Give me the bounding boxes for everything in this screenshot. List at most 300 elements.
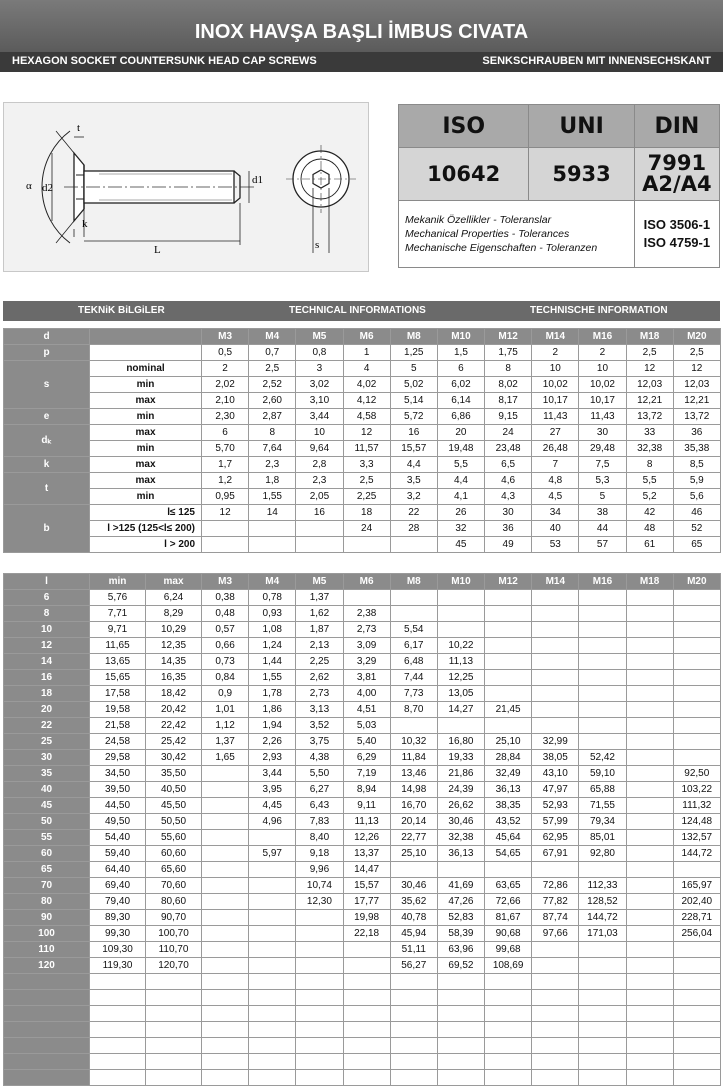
weight-cell: 56,27 xyxy=(390,958,437,974)
weight-cell: 8,29 xyxy=(146,606,202,622)
table-row xyxy=(4,958,721,974)
weight-cell: 52,42 xyxy=(579,750,626,766)
weight-cell: 41,69 xyxy=(437,878,484,894)
uni-header: UNI xyxy=(529,105,634,148)
spec-cell: 28 xyxy=(390,521,437,537)
weight-cell xyxy=(249,990,296,1006)
tech-info-de: TECHNISCHE INFORMATION xyxy=(530,305,668,316)
weight-cell: 70,60 xyxy=(146,878,202,894)
spec-row xyxy=(4,409,721,425)
length-label: 45 xyxy=(4,798,90,814)
weight-cell: 47,26 xyxy=(437,894,484,910)
weight-cell: 14,98 xyxy=(390,782,437,798)
weight-cell xyxy=(626,1006,673,1022)
weight-cell xyxy=(626,782,673,798)
weight-header: l xyxy=(4,574,90,590)
spec-cell: 48 xyxy=(626,521,673,537)
spec-cell: 5,5 xyxy=(437,457,484,473)
spec-cell xyxy=(202,537,249,553)
spec-cell: 46 xyxy=(673,505,720,521)
table-row xyxy=(4,894,721,910)
weight-cell xyxy=(390,1022,437,1038)
spec-cell xyxy=(390,537,437,553)
weight-cell xyxy=(249,1022,296,1038)
size-header: M5 xyxy=(296,329,343,345)
spec-row xyxy=(4,489,721,505)
weight-cell: 45,50 xyxy=(146,798,202,814)
subtitle-german: SENKSCHRAUBEN MIT INNENSECHSKANT xyxy=(482,55,711,67)
weight-cell: 7,73 xyxy=(390,686,437,702)
table-row xyxy=(4,798,721,814)
spec-cell: 10 xyxy=(296,425,343,441)
weight-cell xyxy=(532,1038,579,1054)
weight-cell xyxy=(673,734,720,750)
spec-cell: 32 xyxy=(437,521,484,537)
spec-cell: 40 xyxy=(532,521,579,537)
weight-cell: 22,77 xyxy=(390,830,437,846)
weight-cell: 21,58 xyxy=(90,718,146,734)
weight-cell xyxy=(532,1054,579,1070)
weight-cell: 2,93 xyxy=(249,750,296,766)
table-row xyxy=(4,862,721,878)
spec-cell xyxy=(296,521,343,537)
spec-cell: 4,5 xyxy=(532,489,579,505)
weight-cell xyxy=(532,702,579,718)
spec-cell: 4,4 xyxy=(437,473,484,489)
weight-cell: 0,57 xyxy=(202,622,249,638)
param-sub-label: max xyxy=(90,425,202,441)
weight-cell: 6,17 xyxy=(390,638,437,654)
weight-cell xyxy=(202,830,249,846)
weight-cell: 1,62 xyxy=(296,606,343,622)
weight-cell: 1,86 xyxy=(249,702,296,718)
spec-cell: 9,15 xyxy=(485,409,532,425)
weight-cell xyxy=(485,606,532,622)
spec-cell: 23,48 xyxy=(485,441,532,457)
weight-cell xyxy=(673,974,720,990)
weight-cell xyxy=(146,1022,202,1038)
weight-cell: 202,40 xyxy=(673,894,720,910)
weight-cell xyxy=(626,686,673,702)
spec-cell: 8 xyxy=(249,425,296,441)
spec-cell: 2,3 xyxy=(296,473,343,489)
spec-header-row xyxy=(4,329,721,345)
length-label xyxy=(4,990,90,1006)
table-row xyxy=(4,702,721,718)
weight-cell: 32,38 xyxy=(437,830,484,846)
weight-cell: 58,39 xyxy=(437,926,484,942)
weight-cell xyxy=(296,1006,343,1022)
weight-cell xyxy=(343,1070,390,1086)
weight-cell: 3,44 xyxy=(249,766,296,782)
spec-cell: 20 xyxy=(437,425,484,441)
weight-cell: 39,50 xyxy=(90,782,146,798)
weight-cell: 63,96 xyxy=(437,942,484,958)
weight-cell xyxy=(249,1054,296,1070)
weight-cell xyxy=(202,1070,249,1086)
weight-cell: 97,66 xyxy=(532,926,579,942)
weight-cell: 0,73 xyxy=(202,654,249,670)
weight-cell xyxy=(626,974,673,990)
weight-cell: 4,00 xyxy=(343,686,390,702)
spec-cell: 7,64 xyxy=(249,441,296,457)
weight-cell xyxy=(296,1022,343,1038)
weight-cell: 13,37 xyxy=(343,846,390,862)
length-label: 30 xyxy=(4,750,90,766)
param-sub-label xyxy=(90,329,202,345)
weight-cell: 92,80 xyxy=(579,846,626,862)
spec-cell: 49 xyxy=(485,537,532,553)
weight-cell xyxy=(485,974,532,990)
weight-cell xyxy=(626,638,673,654)
weight-cell: 1,94 xyxy=(249,718,296,734)
size-header: M20 xyxy=(673,329,720,345)
spec-row xyxy=(4,473,721,489)
weight-cell xyxy=(532,1006,579,1022)
weight-cell: 80,60 xyxy=(146,894,202,910)
weight-cell xyxy=(390,1070,437,1086)
weight-cell xyxy=(202,846,249,862)
weight-cell xyxy=(485,590,532,606)
size-header: M12 xyxy=(485,329,532,345)
weight-cell xyxy=(579,702,626,718)
iso-3506: ISO 3506-1 xyxy=(643,217,711,232)
spec-cell: 2,5 xyxy=(249,361,296,377)
weight-cell: 77,82 xyxy=(532,894,579,910)
weight-cell xyxy=(626,942,673,958)
weight-cell: 5,40 xyxy=(343,734,390,750)
weight-cell xyxy=(532,1022,579,1038)
spec-cell: 16 xyxy=(390,425,437,441)
weight-cell: 1,37 xyxy=(202,734,249,750)
weight-header: M8 xyxy=(390,574,437,590)
technical-info-bar xyxy=(3,301,720,321)
weight-cell xyxy=(485,622,532,638)
weight-cell: 1,24 xyxy=(249,638,296,654)
table-row xyxy=(4,686,721,702)
param-label: p xyxy=(4,345,90,361)
weight-cell: 2,62 xyxy=(296,670,343,686)
weight-cell: 25,42 xyxy=(146,734,202,750)
weight-cell xyxy=(296,926,343,942)
table-row xyxy=(4,1054,721,1070)
weight-cell xyxy=(390,1054,437,1070)
weight-cell: 2,26 xyxy=(249,734,296,750)
weight-cell: 55,60 xyxy=(146,830,202,846)
weight-cell: 2,38 xyxy=(343,606,390,622)
spec-cell: 0,7 xyxy=(249,345,296,361)
weight-header: M20 xyxy=(673,574,720,590)
spec-cell: 12 xyxy=(343,425,390,441)
spec-table xyxy=(3,328,721,553)
weight-cell xyxy=(673,718,720,734)
length-label: 50 xyxy=(4,814,90,830)
weight-cell xyxy=(202,958,249,974)
weight-cell xyxy=(202,782,249,798)
spec-cell: 1,25 xyxy=(390,345,437,361)
weight-cell: 5,50 xyxy=(296,766,343,782)
spec-cell: 2,87 xyxy=(249,409,296,425)
weight-cell: 3,52 xyxy=(296,718,343,734)
weight-cell xyxy=(626,1054,673,1070)
spec-cell: 1,8 xyxy=(249,473,296,489)
weight-cell: 3,81 xyxy=(343,670,390,686)
weight-cell xyxy=(626,622,673,638)
weight-cell: 13,05 xyxy=(437,686,484,702)
weight-cell xyxy=(673,622,720,638)
weight-cell: 22,42 xyxy=(146,718,202,734)
weight-cell: 35,62 xyxy=(390,894,437,910)
weight-cell xyxy=(390,1006,437,1022)
weight-cell xyxy=(579,942,626,958)
size-header: M18 xyxy=(626,329,673,345)
weight-cell: 50,50 xyxy=(146,814,202,830)
weight-cell xyxy=(249,830,296,846)
weight-cell: 6,24 xyxy=(146,590,202,606)
weight-cell xyxy=(485,990,532,1006)
d2-label: d2 xyxy=(42,182,53,194)
weight-cell: 7,44 xyxy=(390,670,437,686)
length-label: 65 xyxy=(4,862,90,878)
spec-cell: 52 xyxy=(673,521,720,537)
weight-cell: 4,38 xyxy=(296,750,343,766)
weight-cell: 2,73 xyxy=(343,622,390,638)
weight-cell: 8,40 xyxy=(296,830,343,846)
weight-cell xyxy=(626,894,673,910)
weight-cell: 25,10 xyxy=(390,846,437,862)
weight-cell xyxy=(390,862,437,878)
weight-cell xyxy=(437,862,484,878)
weight-cell xyxy=(532,974,579,990)
weight-cell: 12,26 xyxy=(343,830,390,846)
table-row xyxy=(4,782,721,798)
weight-cell xyxy=(579,1054,626,1070)
weight-cell xyxy=(437,622,484,638)
weight-cell xyxy=(90,990,146,1006)
spec-cell: 27 xyxy=(532,425,579,441)
length-label: 60 xyxy=(4,846,90,862)
weight-cell xyxy=(532,590,579,606)
weight-cell: 112,33 xyxy=(579,878,626,894)
size-header: M16 xyxy=(579,329,626,345)
weight-cell xyxy=(202,878,249,894)
iso-header: ISO xyxy=(399,105,529,148)
spec-cell: 6,02 xyxy=(437,377,484,393)
weight-cell: 19,58 xyxy=(90,702,146,718)
spec-cell: 2 xyxy=(202,361,249,377)
weight-cell xyxy=(626,958,673,974)
spec-cell: 3,02 xyxy=(296,377,343,393)
spec-cell: 4 xyxy=(343,361,390,377)
weight-header: M18 xyxy=(626,574,673,590)
weight-cell: 3,09 xyxy=(343,638,390,654)
weight-cell xyxy=(146,1038,202,1054)
standards-table xyxy=(398,104,720,268)
spec-cell: 6,5 xyxy=(485,457,532,473)
spec-cell: 53 xyxy=(532,537,579,553)
weight-cell: 256,04 xyxy=(673,926,720,942)
weight-cell: 4,45 xyxy=(249,798,296,814)
weight-cell xyxy=(579,1022,626,1038)
weight-cell xyxy=(296,910,343,926)
spec-cell: 5,3 xyxy=(579,473,626,489)
weight-cell xyxy=(673,702,720,718)
weight-cell: 5,54 xyxy=(390,622,437,638)
spec-cell: 9,64 xyxy=(296,441,343,457)
weight-cell: 8,94 xyxy=(343,782,390,798)
weight-cell: 1,44 xyxy=(249,654,296,670)
spec-cell: 5,9 xyxy=(673,473,720,489)
weight-cell xyxy=(202,1006,249,1022)
weight-cell: 10,32 xyxy=(390,734,437,750)
table-row xyxy=(4,942,721,958)
weight-cell: 10,22 xyxy=(437,638,484,654)
weight-cell: 103,22 xyxy=(673,782,720,798)
spec-cell: 11,43 xyxy=(579,409,626,425)
weight-cell: 99,68 xyxy=(485,942,532,958)
weight-cell xyxy=(579,1070,626,1086)
weight-cell xyxy=(202,942,249,958)
weight-cell xyxy=(626,718,673,734)
weight-cell: 12,35 xyxy=(146,638,202,654)
weight-cell xyxy=(626,862,673,878)
weight-cell: 6,29 xyxy=(343,750,390,766)
weight-cell: 45,64 xyxy=(485,830,532,846)
weight-cell: 29,58 xyxy=(90,750,146,766)
spec-cell: 42 xyxy=(626,505,673,521)
weight-cell xyxy=(296,1070,343,1086)
spec-row xyxy=(4,521,721,537)
length-label: 18 xyxy=(4,686,90,702)
weight-cell xyxy=(437,974,484,990)
spec-cell: 2,5 xyxy=(626,345,673,361)
weight-cell xyxy=(673,686,720,702)
spec-cell: 10 xyxy=(579,361,626,377)
weight-cell: 47,97 xyxy=(532,782,579,798)
spec-row xyxy=(4,505,721,521)
weight-cell xyxy=(485,1054,532,1070)
weight-cell: 0,93 xyxy=(249,606,296,622)
weight-cell: 1,65 xyxy=(202,750,249,766)
table-row xyxy=(4,1070,721,1086)
weight-cell: 36,13 xyxy=(485,782,532,798)
weight-cell xyxy=(579,638,626,654)
weight-cell: 90,68 xyxy=(485,926,532,942)
weight-cell xyxy=(626,1070,673,1086)
weight-cell xyxy=(626,846,673,862)
weight-cell xyxy=(485,718,532,734)
spec-cell: 4,58 xyxy=(343,409,390,425)
weight-header-row xyxy=(4,574,721,590)
spec-cell: 4,8 xyxy=(532,473,579,489)
spec-cell: 2,25 xyxy=(343,489,390,505)
length-label xyxy=(4,974,90,990)
length-label: 120 xyxy=(4,958,90,974)
weight-cell xyxy=(390,990,437,1006)
weight-cell xyxy=(146,1006,202,1022)
weight-cell xyxy=(296,1038,343,1054)
weight-cell xyxy=(343,958,390,974)
tech-info-tr: TEKNiK BiLGiLER xyxy=(78,305,165,316)
length-label: 20 xyxy=(4,702,90,718)
weight-cell: 8,70 xyxy=(390,702,437,718)
spec-cell: 1,5 xyxy=(437,345,484,361)
weight-cell: 15,57 xyxy=(343,878,390,894)
weight-cell xyxy=(202,894,249,910)
weight-cell xyxy=(390,606,437,622)
weight-cell: 34,50 xyxy=(90,766,146,782)
spec-cell: 6 xyxy=(202,425,249,441)
spec-cell: 13,72 xyxy=(673,409,720,425)
weight-cell: 79,34 xyxy=(579,814,626,830)
spec-cell: 57 xyxy=(579,537,626,553)
spec-cell: 30 xyxy=(579,425,626,441)
weight-cell xyxy=(626,590,673,606)
weight-header: max xyxy=(146,574,202,590)
k-label: k xyxy=(82,218,88,230)
weight-cell: 11,13 xyxy=(343,814,390,830)
mechanical-properties xyxy=(399,201,635,268)
iso-4759: ISO 4759-1 xyxy=(643,235,711,250)
weight-cell: 6,27 xyxy=(296,782,343,798)
weight-cell xyxy=(673,590,720,606)
weight-cell: 65,88 xyxy=(579,782,626,798)
weight-cell xyxy=(437,718,484,734)
table-row xyxy=(4,638,721,654)
spec-cell: 6,86 xyxy=(437,409,484,425)
weight-cell: 72,86 xyxy=(532,878,579,894)
page-title: INOX HAVŞA BAŞLI İMBUS CIVATA xyxy=(194,21,529,43)
param-label: t xyxy=(4,473,90,505)
weight-cell: 67,91 xyxy=(532,846,579,862)
weight-cell: 92,50 xyxy=(673,766,720,782)
spec-cell: 15,57 xyxy=(390,441,437,457)
weight-cell: 0,48 xyxy=(202,606,249,622)
weight-cell: 13,46 xyxy=(390,766,437,782)
weight-cell xyxy=(626,734,673,750)
length-label: 8 xyxy=(4,606,90,622)
weight-cell: 22,18 xyxy=(343,926,390,942)
weight-cell xyxy=(202,766,249,782)
weight-cell xyxy=(626,814,673,830)
spec-cell: 8,17 xyxy=(485,393,532,409)
size-header: M10 xyxy=(437,329,484,345)
spec-row xyxy=(4,457,721,473)
weight-cell xyxy=(673,670,720,686)
spec-cell: 1,7 xyxy=(202,457,249,473)
weight-cell xyxy=(249,1038,296,1054)
weight-cell: 87,74 xyxy=(532,910,579,926)
spec-cell: 5,02 xyxy=(390,377,437,393)
weight-cell xyxy=(343,974,390,990)
din-number-value: 7991 xyxy=(647,151,707,175)
weight-cell: 1,55 xyxy=(249,670,296,686)
length-label: 80 xyxy=(4,894,90,910)
length-label: 12 xyxy=(4,638,90,654)
length-label xyxy=(4,1054,90,1070)
weight-cell: 9,71 xyxy=(90,622,146,638)
weight-cell: 14,35 xyxy=(146,654,202,670)
weight-cell: 11,84 xyxy=(390,750,437,766)
table-row xyxy=(4,606,721,622)
spec-cell: 6 xyxy=(437,361,484,377)
weight-cell xyxy=(249,958,296,974)
spec-cell: 0,5 xyxy=(202,345,249,361)
mech-line-tr: Mekanik Özellikler - Toleranslar xyxy=(405,214,552,226)
weight-cell xyxy=(532,622,579,638)
t-label: t xyxy=(77,122,81,134)
spec-cell: 24 xyxy=(343,521,390,537)
